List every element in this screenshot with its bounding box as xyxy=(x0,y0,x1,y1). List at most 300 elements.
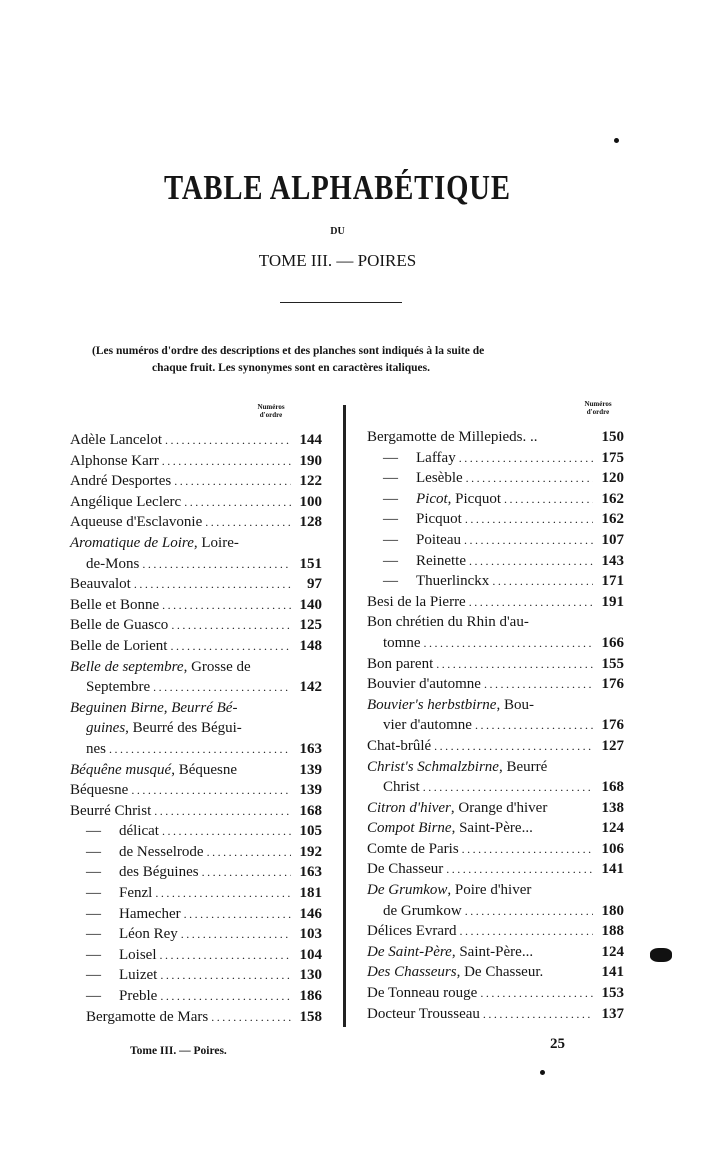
entry-text: des Béguines xyxy=(119,864,199,881)
entry-name xyxy=(367,429,538,446)
dot-leader xyxy=(475,718,593,733)
index-entry xyxy=(367,738,624,759)
dot-leader xyxy=(466,471,593,486)
index-entry xyxy=(367,553,624,574)
index-entry xyxy=(70,947,322,968)
index-entry xyxy=(70,720,322,741)
ditto-dash: — xyxy=(383,531,398,548)
ink-spot xyxy=(614,138,619,143)
entry-number: 127 xyxy=(601,737,624,754)
index-entry xyxy=(70,659,322,680)
entry-number: 141 xyxy=(601,964,624,981)
entry-text: Comte de Paris xyxy=(367,840,459,857)
dot-leader xyxy=(153,680,291,695)
entry-number: 105 xyxy=(299,823,322,840)
entry-number: 186 xyxy=(299,988,322,1005)
intro-note xyxy=(92,343,602,377)
ditto-dash: — xyxy=(383,490,398,507)
entry-number: 181 xyxy=(299,885,322,902)
entry-number: 124 xyxy=(601,943,624,960)
entry-number: 162 xyxy=(601,490,624,507)
dot-leader xyxy=(142,557,291,572)
synonym-text: Christ's Schmalzbirne xyxy=(367,758,499,775)
entry-number: 151 xyxy=(299,555,322,572)
index-entry xyxy=(367,614,624,635)
dot-leader xyxy=(423,780,593,795)
dot-leader xyxy=(459,451,593,466)
volume-title: TOME III. — POIRES xyxy=(258,251,417,270)
index-entry xyxy=(367,923,624,944)
note-line-2: chaque fruit. Les synonymes sont en caractères italiques. xyxy=(152,362,431,374)
dot-leader xyxy=(162,454,291,469)
entry-number: 171 xyxy=(601,573,624,590)
index-entry xyxy=(70,823,322,844)
dot-leader xyxy=(160,968,291,983)
entry-name xyxy=(367,759,547,776)
ditto-dash: — xyxy=(383,470,398,487)
dot-leader xyxy=(184,907,291,922)
entry-number: 175 xyxy=(601,449,624,466)
index-entry xyxy=(367,779,624,800)
page-number: 25 xyxy=(550,1036,565,1052)
entry-text: Léon Rey xyxy=(119,926,178,943)
entry-text: Angélique Leclerc xyxy=(70,493,182,510)
ditto-dash: — xyxy=(383,449,398,466)
entry-name xyxy=(383,635,421,652)
page-title: TABLE ALPHABÉTIQUE xyxy=(164,168,511,207)
dot-leader xyxy=(205,515,291,530)
entry-name xyxy=(416,511,462,528)
dot-leader xyxy=(109,742,291,757)
index-entry xyxy=(70,762,322,783)
ditto-dash: — xyxy=(383,552,398,569)
index-entry xyxy=(70,700,322,721)
entry-name xyxy=(119,926,178,943)
index-entry xyxy=(367,944,624,965)
entry-name xyxy=(367,656,433,673)
index-entry xyxy=(70,535,322,556)
entry-name xyxy=(70,514,202,531)
entry-name xyxy=(70,659,251,676)
entry-text: , Béquesne xyxy=(171,761,238,778)
entry-name xyxy=(416,532,461,549)
entry-name xyxy=(416,573,489,590)
entry-number: 124 xyxy=(601,820,624,837)
entry-text: , Orange d'hiver xyxy=(450,799,548,816)
entry-text: , Saint-Père... xyxy=(451,943,534,960)
dot-leader xyxy=(464,533,593,548)
dot-leader xyxy=(434,739,593,754)
entry-text: Aqueuse d'Esclavonie xyxy=(70,514,203,531)
index-entry xyxy=(367,450,624,471)
number-header-line-1: Numéros xyxy=(257,403,285,411)
entry-number: 103 xyxy=(299,926,322,943)
entry-name xyxy=(367,861,443,878)
entry-text: de-Mons xyxy=(86,555,140,572)
left-number-header xyxy=(246,403,296,419)
ink-spot xyxy=(540,1070,545,1075)
entry-name xyxy=(367,1006,480,1023)
index-entry xyxy=(70,679,322,700)
synonym-text: Aromatique de Loire xyxy=(70,534,194,551)
index-entry xyxy=(70,926,322,947)
entry-text: Lesèble xyxy=(416,470,463,487)
entry-text: Luizet xyxy=(119,967,158,984)
index-entry xyxy=(367,594,624,615)
ditto-dash: — xyxy=(86,843,101,860)
index-entry xyxy=(70,844,322,865)
ditto-dash: — xyxy=(383,573,398,590)
entry-text: Thuerlinckx xyxy=(416,573,490,590)
entry-text: Laffay xyxy=(416,449,456,466)
subtitle-du: DU xyxy=(330,226,345,237)
dot-leader xyxy=(155,886,291,901)
entry-name xyxy=(70,782,128,799)
ditto-dash: — xyxy=(86,885,101,902)
index-entry xyxy=(367,676,624,697)
entry-text: Preble xyxy=(119,988,158,1005)
entry-name xyxy=(86,556,139,573)
entry-text: délicat xyxy=(119,823,159,840)
index-entry xyxy=(70,741,322,762)
entry-text: Septembre xyxy=(86,679,151,696)
synonym-text: Bouvier's herbstbirne xyxy=(367,696,497,713)
entry-text: Bon chrétien du Rhin d'au- xyxy=(367,614,529,631)
entry-name xyxy=(416,553,466,570)
index-entry xyxy=(367,861,624,882)
entry-text: Chat-brûlé xyxy=(367,737,432,754)
dot-leader xyxy=(446,862,593,877)
entry-text: Bergamotte de Mars xyxy=(86,1008,209,1025)
number-header-line-1: Numéros xyxy=(584,400,612,408)
entry-number: 106 xyxy=(601,840,624,857)
column-divider xyxy=(343,405,346,1027)
index-entry xyxy=(70,432,322,453)
entry-name xyxy=(367,944,533,961)
entry-name xyxy=(70,762,237,779)
dot-leader xyxy=(202,865,291,880)
entry-name xyxy=(367,594,466,611)
entry-name xyxy=(383,717,472,734)
entry-name xyxy=(119,823,159,840)
entry-name xyxy=(367,800,547,817)
entry-name xyxy=(367,985,477,1002)
right-number-header xyxy=(573,400,623,416)
synonym-text: Beguinen Birne, Beurré Bé- xyxy=(70,699,238,716)
index-entry xyxy=(70,576,322,597)
entry-text: Picquot xyxy=(416,511,462,528)
entry-text: Béquesne xyxy=(70,782,129,799)
dot-leader xyxy=(462,842,593,857)
entry-name xyxy=(367,614,529,631)
dot-leader xyxy=(480,986,593,1001)
entry-name xyxy=(70,432,162,449)
entry-number: 138 xyxy=(601,799,624,816)
index-entry xyxy=(70,782,322,803)
synonym-text: Compot Birne xyxy=(367,820,452,837)
index-entry xyxy=(367,759,624,780)
entry-number: 143 xyxy=(601,552,624,569)
index-entry xyxy=(70,1009,322,1030)
dot-leader xyxy=(134,577,291,592)
index-entry xyxy=(70,617,322,638)
dot-leader xyxy=(165,433,291,448)
entry-text: Belle de Guasco xyxy=(70,617,169,634)
entry-text: André Desportes xyxy=(70,473,172,490)
entry-number: 97 xyxy=(307,576,322,593)
index-entry xyxy=(367,573,624,594)
index-entry xyxy=(367,656,624,677)
ditto-dash: — xyxy=(383,511,398,528)
dot-leader xyxy=(469,554,593,569)
entry-text: Adèle Lancelot xyxy=(70,432,163,448)
index-entry xyxy=(367,1006,624,1027)
entry-text: Poiteau xyxy=(416,531,461,548)
entry-name xyxy=(383,903,462,920)
entry-number: 146 xyxy=(299,905,322,922)
entry-text: de Grumkow xyxy=(383,902,462,919)
entry-number: 192 xyxy=(299,843,322,860)
index-entry xyxy=(70,597,322,618)
entry-text: tomne xyxy=(383,634,421,651)
ditto-dash: — xyxy=(86,823,101,840)
right-index-column xyxy=(367,429,624,1026)
index-entry xyxy=(70,967,322,988)
index-entry xyxy=(367,470,624,491)
dot-leader xyxy=(184,495,291,510)
entry-name xyxy=(70,576,131,593)
entry-name xyxy=(70,597,159,614)
entry-number: 162 xyxy=(601,511,624,528)
entry-number: 166 xyxy=(601,634,624,651)
ink-blot xyxy=(650,948,672,962)
index-entry xyxy=(70,864,322,885)
index-entry xyxy=(367,985,624,1006)
synonym-text: De Grumkow xyxy=(367,882,448,899)
entry-number: 168 xyxy=(601,779,624,796)
divider-rule xyxy=(280,302,402,303)
entry-name xyxy=(367,697,534,714)
entry-number: 148 xyxy=(299,637,322,654)
entry-name xyxy=(70,494,181,511)
index-entry xyxy=(367,511,624,532)
entry-text: Hamecher xyxy=(119,905,181,922)
index-entry xyxy=(367,841,624,862)
entry-name xyxy=(86,1009,208,1026)
entry-name xyxy=(70,700,237,717)
dot-leader xyxy=(460,924,593,939)
dot-leader xyxy=(131,783,291,798)
index-entry xyxy=(367,882,624,903)
entry-name xyxy=(119,988,157,1005)
dot-leader xyxy=(181,927,291,942)
entry-number: 180 xyxy=(601,902,624,919)
entry-text: Fenzl xyxy=(119,885,153,902)
entry-text: , Bou- xyxy=(496,696,534,713)
entry-text: Bouvier d'automne xyxy=(367,676,481,693)
dot-leader xyxy=(465,512,593,527)
entry-text: Belle et Bonne xyxy=(70,596,160,613)
note-line-1: (Les numéros d'ordre des descriptions et des planches sont indiqués à la suite de xyxy=(92,345,485,357)
index-entry xyxy=(367,429,624,450)
entry-text: vier d'automne xyxy=(383,717,472,734)
entry-name xyxy=(86,741,106,758)
dot-leader xyxy=(154,804,291,819)
entry-number: 139 xyxy=(299,782,322,799)
entry-name xyxy=(119,906,181,923)
entry-number: 190 xyxy=(299,452,322,469)
ditto-dash: — xyxy=(86,946,101,963)
index-entry xyxy=(70,906,322,927)
entry-text: , Beurré des Bégui- xyxy=(125,720,242,737)
entry-number: 122 xyxy=(299,473,322,490)
entry-number: 163 xyxy=(299,864,322,881)
index-entry xyxy=(367,532,624,553)
entry-text: Bon parent xyxy=(367,655,434,672)
index-entry xyxy=(70,494,322,515)
entry-number: 163 xyxy=(299,740,322,757)
entry-name xyxy=(119,844,204,861)
number-header-line-2: d'ordre xyxy=(586,408,610,416)
entry-name xyxy=(367,820,533,837)
entry-name xyxy=(416,470,463,487)
ditto-dash: — xyxy=(86,926,101,943)
entry-name xyxy=(70,617,168,634)
index-entry xyxy=(70,885,322,906)
dot-leader xyxy=(211,1010,291,1025)
dot-leader xyxy=(160,989,291,1004)
entry-number: 125 xyxy=(299,617,322,634)
entry-name xyxy=(367,923,457,940)
index-entry xyxy=(367,964,624,985)
dot-leader xyxy=(424,636,594,651)
entry-name xyxy=(70,535,239,552)
dot-leader xyxy=(162,598,291,613)
entry-name xyxy=(119,967,157,984)
entry-text: Christ xyxy=(383,779,420,796)
entry-number: 168 xyxy=(299,802,322,819)
index-entry xyxy=(70,473,322,494)
entry-name xyxy=(367,964,543,981)
entry-name xyxy=(119,947,157,964)
dot-leader xyxy=(484,677,593,692)
index-entry xyxy=(367,903,624,924)
left-index-column xyxy=(70,432,322,1029)
entry-name xyxy=(383,779,420,796)
entry-number: 176 xyxy=(601,717,624,734)
entry-number: 100 xyxy=(299,493,322,510)
dot-leader xyxy=(492,574,593,589)
entry-number: 142 xyxy=(299,679,322,696)
entry-number: 104 xyxy=(299,946,322,963)
entry-text: , Poire d'hiver xyxy=(447,882,532,899)
entry-name xyxy=(367,676,481,693)
entry-name xyxy=(367,738,431,755)
dot-leader xyxy=(170,639,291,654)
dot-leader xyxy=(207,845,291,860)
entry-text: Docteur Trousseau xyxy=(367,1005,480,1022)
entry-name xyxy=(86,679,150,696)
entry-name xyxy=(70,453,159,470)
index-entry xyxy=(70,638,322,659)
entry-number: 139 xyxy=(299,761,322,778)
synonym-text: De Saint-Père xyxy=(367,943,452,960)
entry-name xyxy=(86,720,242,737)
entry-number: 150 xyxy=(601,429,624,445)
entry-text: Besi de la Pierre xyxy=(367,593,466,610)
entry-number: 137 xyxy=(601,1005,624,1022)
entry-text: Loisel xyxy=(119,946,157,963)
synonym-text: Picot xyxy=(416,490,448,507)
index-entry xyxy=(70,514,322,535)
dot-leader xyxy=(483,1007,593,1022)
entry-number: 107 xyxy=(601,531,624,548)
entry-text: Reinette xyxy=(416,552,466,569)
entry-name xyxy=(416,450,456,467)
entry-number: 120 xyxy=(601,470,624,487)
ditto-dash: — xyxy=(86,967,101,984)
ditto-dash: — xyxy=(86,864,101,881)
entry-text: nes xyxy=(86,740,106,757)
entry-number: 141 xyxy=(601,861,624,878)
ditto-dash: — xyxy=(86,988,101,1005)
synonym-text: guines xyxy=(86,720,126,737)
synonym-text: Des Chasseurs xyxy=(367,964,457,981)
entry-name xyxy=(70,803,151,820)
index-entry xyxy=(367,491,624,512)
index-entry xyxy=(70,556,322,577)
index-entry xyxy=(367,697,624,718)
number-header-line-2: d'ordre xyxy=(259,411,283,419)
entry-text: De Chasseur xyxy=(367,861,444,878)
synonym-text: Citron d'hiver xyxy=(367,799,451,816)
entry-text: , Saint-Père... xyxy=(451,820,533,837)
index-entry xyxy=(70,803,322,824)
entry-text: Alphonse Karr xyxy=(70,452,159,469)
dot-leader xyxy=(436,657,593,672)
entry-text: , Grosse de xyxy=(183,658,251,675)
synonym-text: Béquêne musqué xyxy=(70,761,172,778)
ditto-dash: — xyxy=(86,905,101,922)
entry-text: Belle de Lorient xyxy=(70,637,168,654)
entry-name xyxy=(70,473,171,490)
entry-text: Beurré Christ xyxy=(70,802,152,819)
entry-number: 191 xyxy=(601,593,624,610)
entry-number: 130 xyxy=(299,967,322,984)
entry-name xyxy=(70,638,167,655)
entry-name xyxy=(367,841,459,858)
index-entry xyxy=(367,717,624,738)
index-entry xyxy=(367,635,624,656)
entry-name xyxy=(367,882,531,899)
entry-text: Délices Evrard xyxy=(367,923,457,940)
entry-name xyxy=(119,885,152,902)
entry-text: de Nesselrode xyxy=(119,843,204,860)
entry-name xyxy=(119,864,199,881)
entry-number: 153 xyxy=(601,985,624,1002)
entry-number: 128 xyxy=(299,514,322,531)
dot-leader xyxy=(465,904,593,919)
entry-number: 155 xyxy=(601,655,624,672)
index-entry xyxy=(367,800,624,821)
entry-text: , Picquot xyxy=(447,490,501,507)
entry-text: , De Chasseur. xyxy=(456,964,544,981)
entry-number: 144 xyxy=(299,432,322,448)
entry-text: Beauvalot xyxy=(70,576,131,593)
entry-text: , Loire- xyxy=(193,534,239,551)
entry-number: 176 xyxy=(601,676,624,693)
footer-signature: Tome III. — Poires. xyxy=(130,1045,227,1057)
